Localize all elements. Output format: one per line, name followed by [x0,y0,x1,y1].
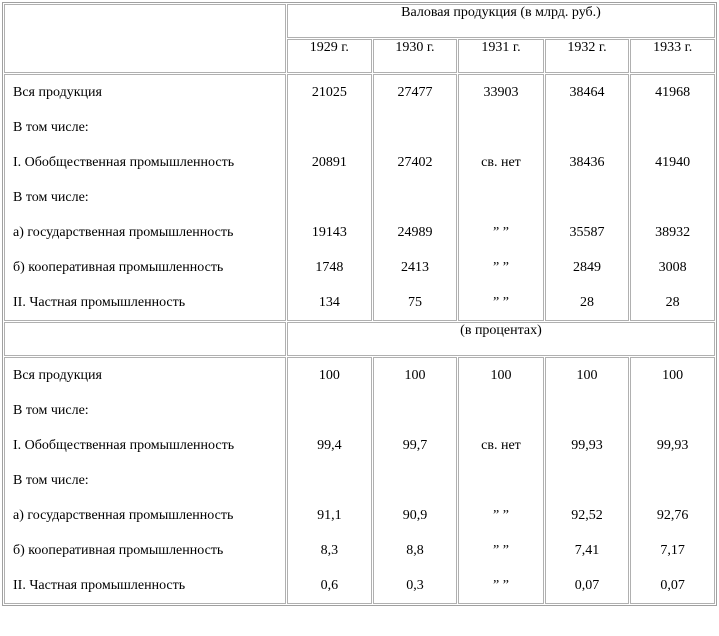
percent-title: (в процентах) [287,322,715,356]
value-cell: ” ” [493,260,509,275]
year-column-1931 [458,74,543,321]
percent-column-1930 [373,357,458,604]
percent-column-1931 [458,357,543,604]
value-cell: 2849 [573,260,601,275]
value-cell [467,180,534,215]
value-cell: 0,07 [660,578,685,593]
row-label: б) кооперативная промышленность [13,543,224,558]
value-cell: 0,6 [320,578,339,593]
production-table [2,2,717,606]
row-label: а) государственная промышленность [13,508,234,523]
row-label: I. Обобщественная промышленность [13,438,235,453]
table-title: Валовая продукция (в млрд. руб.) [287,4,715,38]
value-cell: 100 [404,368,426,383]
value-cell: 100 [490,368,512,383]
value-cell: 0,3 [406,578,424,593]
value-cell [554,393,621,428]
row-label: В том числе: [13,120,89,135]
value-cell: ” ” [493,295,509,310]
value-cell: 27402 [397,155,433,170]
row-labels-absolute [4,74,286,321]
year-header: 1929 г. [287,39,372,73]
value-cell: 38436 [569,155,605,170]
value-cell: 100 [318,368,340,383]
value-cell: 38464 [569,85,605,100]
value-cell: 100 [576,368,598,383]
value-cell: 1748 [315,260,344,275]
value-cell: 7,41 [574,543,600,558]
value-cell: 99,4 [317,438,342,453]
year-column-1929 [287,74,372,321]
percent-column-1932 [545,357,630,604]
year-column-1933 [630,74,715,321]
row-label: В том числе: [13,473,89,488]
value-cell: 2413 [400,260,429,275]
value-cell [382,110,449,145]
value-cell: 3008 [658,260,687,275]
percent-column-1929 [287,357,372,604]
value-cell [554,110,621,145]
value-cell: 27477 [397,85,433,100]
value-cell [296,393,363,428]
value-cell: ” ” [493,543,509,558]
value-cell: 8,8 [406,543,424,558]
value-cell: 0,07 [574,578,600,593]
row-label: б) кооперативная промышленность [13,260,224,275]
row-label: II. Частная промышленность [13,295,186,310]
value-cell [639,110,706,145]
value-cell: 100 [662,368,684,383]
value-cell: 19143 [311,225,347,240]
value-cell [296,463,363,498]
row-label: В том числе: [13,190,89,205]
year-header: 1932 г. [545,39,630,73]
value-cell [467,110,534,145]
value-cell: 41968 [655,85,691,100]
value-cell: 99,93 [571,438,603,453]
value-cell: ” ” [493,225,509,240]
percent-corner-cell [4,322,286,356]
value-cell [467,393,534,428]
value-cell: ” ” [493,578,509,593]
value-cell: 92,76 [656,508,689,523]
value-cell: 99,93 [656,438,689,453]
value-cell [382,180,449,215]
value-cell [382,463,449,498]
corner-cell [4,4,286,73]
value-cell: 75 [407,295,422,310]
value-cell [296,180,363,215]
value-cell: 41940 [655,155,691,170]
row-label: а) государственная промышленность [13,225,234,240]
value-cell [639,393,706,428]
value-cell [382,393,449,428]
value-cell [639,463,706,498]
year-column-1932 [545,74,630,321]
year-column-1930 [373,74,458,321]
value-cell: 28 [580,295,594,310]
value-cell: 28 [665,295,680,310]
row-labels-percent [4,357,286,604]
value-cell [467,463,534,498]
value-cell [639,180,706,215]
value-cell: св. нет [481,155,521,170]
percent-column-1933 [630,357,715,604]
value-cell: 92,52 [571,508,603,523]
value-cell: 21025 [311,85,347,100]
value-cell [554,180,621,215]
row-label: II. Частная промышленность [13,578,186,593]
value-cell: 35587 [569,225,605,240]
value-cell: 90,9 [402,508,428,523]
value-cell: 134 [318,295,340,310]
year-header: 1930 г. [373,39,458,73]
row-label: Вся продукция [13,368,102,383]
value-cell: 33903 [483,85,519,100]
value-cell: 8,3 [320,543,339,558]
value-cell: 20891 [311,155,347,170]
year-header: 1933 г. [630,39,715,73]
value-cell: 99,7 [402,438,428,453]
value-cell: 38932 [655,225,691,240]
value-cell: 24989 [397,225,433,240]
value-cell [296,110,363,145]
year-header: 1931 г. [458,39,543,73]
value-cell: ” ” [493,508,509,523]
row-label: I. Обобщественная промышленность [13,155,235,170]
value-cell: св. нет [481,438,521,453]
row-label: Вся продукция [13,85,102,100]
value-cell: 7,17 [660,543,685,558]
row-label: В том числе: [13,403,89,418]
value-cell [554,463,621,498]
value-cell: 91,1 [317,508,342,523]
